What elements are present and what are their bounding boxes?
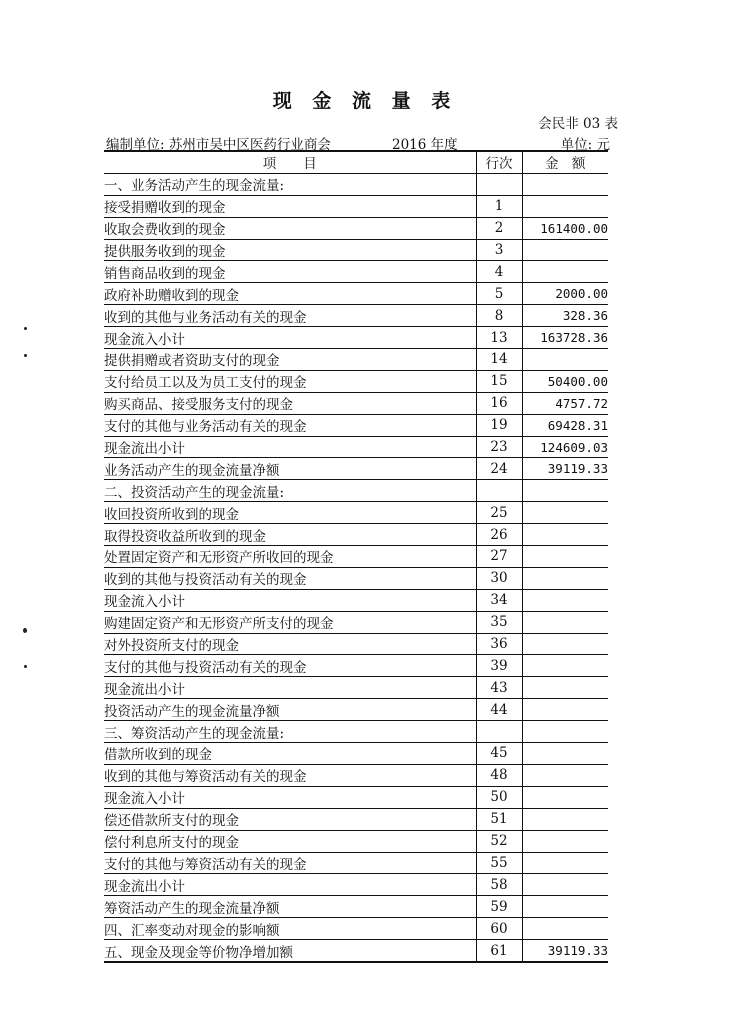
table-row xyxy=(104,655,608,677)
row-amount xyxy=(522,786,608,808)
row-line-number xyxy=(476,480,522,502)
row-item-label: 支付的其他与投资活动有关的现金 xyxy=(104,655,476,677)
row-item-label: 购买商品、接受服务支付的现金 xyxy=(104,392,476,414)
table-row xyxy=(104,918,608,940)
row-line-number: 5 xyxy=(476,283,522,305)
row-amount xyxy=(522,502,608,524)
table-row xyxy=(104,480,608,502)
row-amount xyxy=(522,896,608,918)
table-header-row xyxy=(104,151,608,173)
row-item-label: 现金流出小计 xyxy=(104,874,476,896)
table-row xyxy=(104,283,608,305)
table-row xyxy=(104,349,608,371)
row-line-number: 15 xyxy=(476,370,522,392)
row-amount xyxy=(522,546,608,568)
table-row xyxy=(104,589,608,611)
row-item-label: 五、现金及现金等价物净增加额 xyxy=(104,940,476,962)
row-amount xyxy=(522,567,608,589)
currency-unit: 单位: 元 xyxy=(560,137,610,153)
row-line-number: 14 xyxy=(476,349,522,371)
table-row xyxy=(104,677,608,699)
row-amount xyxy=(522,349,608,371)
row-amount xyxy=(522,633,608,655)
row-amount xyxy=(522,261,608,283)
row-line-number: 61 xyxy=(476,940,522,962)
row-amount xyxy=(522,195,608,217)
scan-speck xyxy=(24,327,27,330)
row-line-number: 39 xyxy=(476,655,522,677)
row-line-number xyxy=(476,721,522,743)
row-amount xyxy=(522,611,608,633)
table-row xyxy=(104,524,608,546)
table-row xyxy=(104,173,608,195)
row-line-number: 19 xyxy=(476,414,522,436)
row-item-label: 偿付利息所支付的现金 xyxy=(104,830,476,852)
row-item-label: 处置固定资产和无形资产所收回的现金 xyxy=(104,546,476,568)
row-amount xyxy=(522,589,608,611)
row-item-label: 筹资活动产生的现金流量净额 xyxy=(104,896,476,918)
row-amount xyxy=(522,808,608,830)
header-amount: 金 额 xyxy=(522,151,608,173)
reporting-organization: 编制单位: 苏州市吴中区医药行业商会 xyxy=(106,137,331,153)
header-line-no: 行次 xyxy=(476,151,522,173)
table-row xyxy=(104,786,608,808)
table-row xyxy=(104,327,608,349)
row-amount xyxy=(522,480,608,502)
row-item-label: 收到的其他与投资活动有关的现金 xyxy=(104,567,476,589)
table-row xyxy=(104,458,608,480)
row-item-label: 一、业务活动产生的现金流量: xyxy=(104,173,476,195)
table-row xyxy=(104,195,608,217)
row-item-label: 购建固定资产和无形资产所支付的现金 xyxy=(104,611,476,633)
document-title: 现 金 流 量 表 xyxy=(272,90,458,112)
row-amount: 2000.00 xyxy=(522,283,608,305)
table-row xyxy=(104,940,608,962)
row-amount: 124609.03 xyxy=(522,436,608,458)
table-row xyxy=(104,830,608,852)
row-line-number: 13 xyxy=(476,327,522,349)
row-line-number: 30 xyxy=(476,567,522,589)
row-item-label: 收取会费收到的现金 xyxy=(104,217,476,239)
row-item-label: 业务活动产生的现金流量净额 xyxy=(104,458,476,480)
scan-speck xyxy=(23,628,27,633)
row-item-label: 提供捐赠或者资助支付的现金 xyxy=(104,349,476,371)
row-amount: 328.36 xyxy=(522,305,608,327)
table-row xyxy=(104,567,608,589)
row-item-label: 四、汇率变动对现金的影响额 xyxy=(104,918,476,940)
table-row xyxy=(104,852,608,874)
row-item-label: 收到的其他与筹资活动有关的现金 xyxy=(104,764,476,786)
row-line-number: 34 xyxy=(476,589,522,611)
row-line-number: 26 xyxy=(476,524,522,546)
row-line-number: 50 xyxy=(476,786,522,808)
row-amount xyxy=(522,655,608,677)
row-line-number: 1 xyxy=(476,195,522,217)
table-row xyxy=(104,721,608,743)
form-code: 会民非 03 表 xyxy=(538,116,618,132)
row-line-number: 25 xyxy=(476,502,522,524)
row-line-number: 36 xyxy=(476,633,522,655)
row-amount xyxy=(522,173,608,195)
row-amount xyxy=(522,677,608,699)
row-line-number: 59 xyxy=(476,896,522,918)
row-amount xyxy=(522,874,608,896)
row-item-label: 现金流出小计 xyxy=(104,436,476,458)
row-amount: 39119.33 xyxy=(522,940,608,962)
table-row xyxy=(104,414,608,436)
scan-speck xyxy=(24,665,27,668)
row-item-label: 二、投资活动产生的现金流量: xyxy=(104,480,476,502)
row-amount xyxy=(522,524,608,546)
table-row xyxy=(104,436,608,458)
row-line-number: 3 xyxy=(476,239,522,261)
row-item-label: 支付给员工以及为员工支付的现金 xyxy=(104,370,476,392)
row-line-number: 51 xyxy=(476,808,522,830)
row-item-label: 三、筹资活动产生的现金流量: xyxy=(104,721,476,743)
row-line-number: 2 xyxy=(476,217,522,239)
row-item-label: 现金流入小计 xyxy=(104,786,476,808)
row-amount: 39119.33 xyxy=(522,458,608,480)
row-line-number: 35 xyxy=(476,611,522,633)
table-row xyxy=(104,217,608,239)
row-line-number: 27 xyxy=(476,546,522,568)
table-row xyxy=(104,633,608,655)
table-row xyxy=(104,239,608,261)
table-row xyxy=(104,808,608,830)
row-line-number: 58 xyxy=(476,874,522,896)
row-line-number: 44 xyxy=(476,699,522,721)
row-item-label: 政府补助赠收到的现金 xyxy=(104,283,476,305)
table-row xyxy=(104,370,608,392)
row-line-number: 55 xyxy=(476,852,522,874)
row-item-label: 现金流入小计 xyxy=(104,589,476,611)
row-item-label: 提供服务收到的现金 xyxy=(104,239,476,261)
row-amount: 161400.00 xyxy=(522,217,608,239)
table-row xyxy=(104,546,608,568)
row-item-label: 收到的其他与业务活动有关的现金 xyxy=(104,305,476,327)
table-row xyxy=(104,699,608,721)
row-amount xyxy=(522,721,608,743)
row-line-number: 8 xyxy=(476,305,522,327)
row-amount xyxy=(522,699,608,721)
row-line-number: 43 xyxy=(476,677,522,699)
row-amount xyxy=(522,830,608,852)
table-row xyxy=(104,764,608,786)
row-amount: 163728.36 xyxy=(522,327,608,349)
row-item-label: 销售商品收到的现金 xyxy=(104,261,476,283)
row-line-number: 4 xyxy=(476,261,522,283)
row-item-label: 借款所收到的现金 xyxy=(104,743,476,765)
row-line-number: 60 xyxy=(476,918,522,940)
row-line-number: 45 xyxy=(476,743,522,765)
row-amount xyxy=(522,852,608,874)
table-row xyxy=(104,392,608,414)
row-line-number: 48 xyxy=(476,764,522,786)
row-amount: 69428.31 xyxy=(522,414,608,436)
table-row xyxy=(104,611,608,633)
row-item-label: 投资活动产生的现金流量净额 xyxy=(104,699,476,721)
row-item-label: 收回投资所收到的现金 xyxy=(104,502,476,524)
row-item-label: 支付的其他与业务活动有关的现金 xyxy=(104,414,476,436)
row-item-label: 现金流入小计 xyxy=(104,327,476,349)
row-item-label: 对外投资所支付的现金 xyxy=(104,633,476,655)
table-row xyxy=(104,896,608,918)
row-item-label: 现金流出小计 xyxy=(104,677,476,699)
cash-flow-table xyxy=(104,150,608,963)
reporting-year: 2016 年度 xyxy=(392,137,458,153)
row-line-number: 24 xyxy=(476,458,522,480)
table-row xyxy=(104,743,608,765)
table-row xyxy=(104,261,608,283)
table-row xyxy=(104,874,608,896)
row-line-number: 52 xyxy=(476,830,522,852)
row-amount xyxy=(522,764,608,786)
row-item-label: 取得投资收益所收到的现金 xyxy=(104,524,476,546)
table-row xyxy=(104,305,608,327)
row-item-label: 偿还借款所支付的现金 xyxy=(104,808,476,830)
row-item-label: 支付的其他与筹资活动有关的现金 xyxy=(104,852,476,874)
table-row xyxy=(104,502,608,524)
row-line-number xyxy=(476,173,522,195)
row-amount: 50400.00 xyxy=(522,370,608,392)
row-amount xyxy=(522,918,608,940)
row-item-label: 接受捐赠收到的现金 xyxy=(104,195,476,217)
row-amount xyxy=(522,239,608,261)
row-amount: 4757.72 xyxy=(522,392,608,414)
row-line-number: 23 xyxy=(476,436,522,458)
row-amount xyxy=(522,743,608,765)
scan-speck xyxy=(24,354,27,357)
header-item: 项 目 xyxy=(104,151,476,173)
row-line-number: 16 xyxy=(476,392,522,414)
